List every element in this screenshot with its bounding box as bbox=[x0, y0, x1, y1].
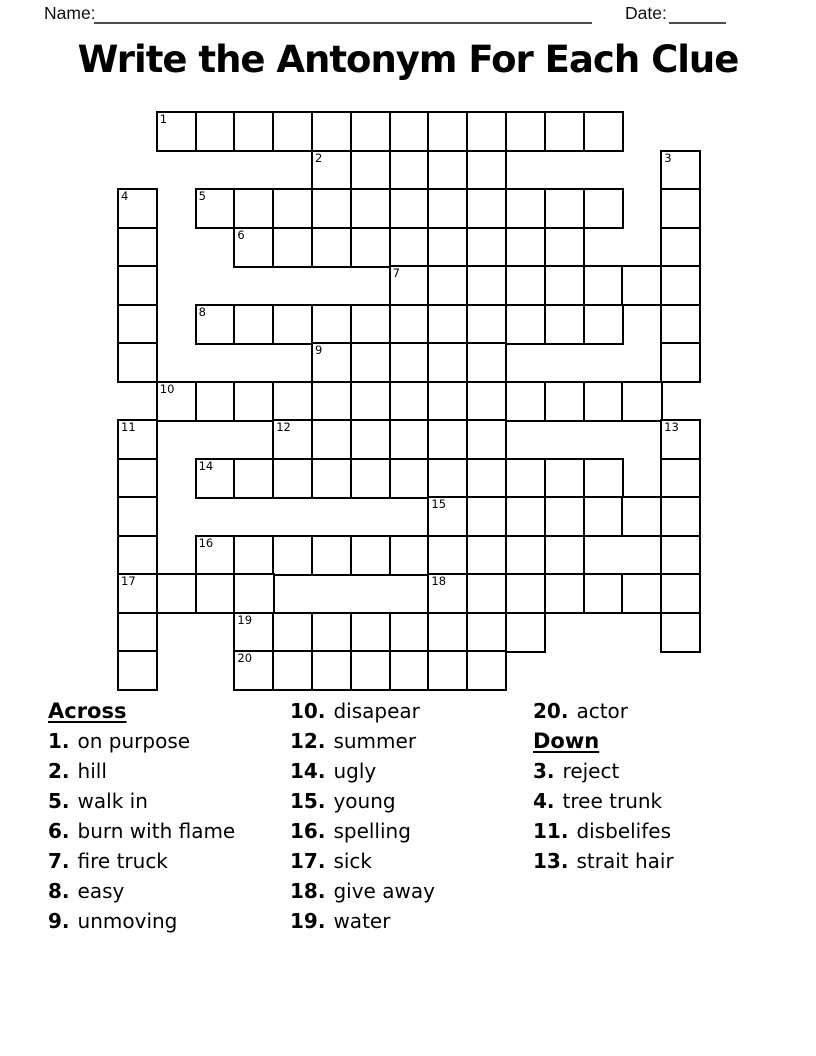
clue-item bbox=[290, 759, 435, 789]
clue-text: strait hair bbox=[576, 849, 674, 873]
grid-cell[interactable] bbox=[350, 458, 391, 499]
grid-cell[interactable] bbox=[466, 650, 507, 691]
grid-cell[interactable] bbox=[544, 265, 585, 306]
grid-cell[interactable] bbox=[350, 535, 391, 576]
cell-number: 16 bbox=[198, 535, 214, 550]
grid-cell[interactable] bbox=[117, 612, 158, 653]
grid-cell[interactable] bbox=[583, 381, 624, 422]
grid-cell[interactable] bbox=[311, 612, 352, 653]
grid-cell[interactable] bbox=[389, 381, 430, 422]
grid-cell[interactable] bbox=[544, 535, 585, 576]
grid-cell[interactable] bbox=[660, 265, 701, 306]
clue-dot: . bbox=[61, 879, 70, 903]
clue-text: easy bbox=[77, 879, 125, 903]
clue-dot: . bbox=[317, 759, 326, 783]
clue-heading-text: Across bbox=[48, 699, 127, 723]
grid-cell[interactable] bbox=[583, 304, 624, 345]
clue-number: 2 bbox=[48, 759, 62, 783]
cell-number: 1 bbox=[159, 112, 168, 126]
grid-cell[interactable] bbox=[350, 650, 391, 691]
grid-cell[interactable] bbox=[660, 535, 701, 576]
grid-cell[interactable] bbox=[466, 573, 507, 614]
clue-text: disbelifes bbox=[576, 819, 672, 843]
grid-cell[interactable] bbox=[427, 458, 468, 499]
grid-cell[interactable] bbox=[311, 650, 352, 691]
clue-number: 20 bbox=[533, 699, 561, 723]
grid-cell[interactable] bbox=[389, 650, 430, 691]
clue-dot: . bbox=[546, 759, 555, 783]
grid-cell[interactable] bbox=[427, 650, 468, 691]
clue-dot: . bbox=[61, 789, 70, 813]
grid-cell[interactable] bbox=[272, 419, 313, 460]
grid-cell[interactable] bbox=[621, 381, 662, 422]
clue-dot: . bbox=[560, 819, 569, 843]
grid-cell[interactable] bbox=[272, 381, 313, 422]
grid-cell[interactable] bbox=[544, 496, 585, 537]
clue-text: walk in bbox=[77, 789, 148, 813]
grid-cell[interactable] bbox=[233, 111, 274, 152]
grid-cell[interactable] bbox=[660, 342, 701, 383]
grid-cell[interactable] bbox=[466, 342, 507, 383]
grid-cell[interactable] bbox=[272, 111, 313, 152]
grid-cell[interactable] bbox=[389, 612, 430, 653]
grid-cell[interactable] bbox=[660, 573, 701, 614]
cell-number: 5 bbox=[198, 189, 206, 203]
grid-cell[interactable] bbox=[117, 496, 158, 537]
clue-text: actor bbox=[576, 699, 629, 723]
grid-cell[interactable] bbox=[272, 650, 313, 691]
clue-text: reject bbox=[562, 759, 620, 783]
grid-cell[interactable] bbox=[117, 419, 158, 460]
grid-cell[interactable] bbox=[117, 227, 158, 268]
grid-cell[interactable] bbox=[544, 227, 585, 268]
clue-number: 1 bbox=[48, 729, 62, 753]
cell-number: 13 bbox=[664, 420, 679, 434]
clue-number: 3 bbox=[533, 759, 547, 783]
clue-dot: . bbox=[560, 699, 569, 723]
grid-cell[interactable] bbox=[466, 111, 507, 152]
grid-cell[interactable] bbox=[427, 535, 468, 576]
clue-dot: . bbox=[61, 849, 70, 873]
grid-cell[interactable] bbox=[117, 304, 158, 345]
grid-cell[interactable] bbox=[466, 150, 507, 191]
grid-cell[interactable] bbox=[117, 650, 158, 691]
clue-item bbox=[533, 819, 674, 849]
clue-dot: . bbox=[317, 879, 326, 903]
clue-dot: . bbox=[546, 789, 555, 813]
grid-cell[interactable] bbox=[311, 342, 352, 383]
grid-cell[interactable] bbox=[350, 188, 391, 229]
grid-cell[interactable] bbox=[621, 573, 662, 614]
clue-dot: . bbox=[61, 909, 70, 933]
grid-cell[interactable] bbox=[660, 188, 701, 229]
clue-text: ugly bbox=[333, 759, 377, 783]
grid-cell[interactable] bbox=[117, 458, 158, 499]
clue-item bbox=[48, 849, 235, 879]
grid-cell[interactable] bbox=[660, 227, 701, 268]
clue-item bbox=[48, 819, 235, 849]
cell-number: 19 bbox=[237, 612, 253, 627]
grid-cell[interactable] bbox=[466, 458, 507, 499]
grid-cell[interactable] bbox=[466, 227, 507, 268]
clue-item bbox=[290, 699, 435, 729]
grid-cell[interactable] bbox=[505, 612, 546, 653]
grid-cell[interactable] bbox=[427, 612, 468, 653]
grid-cell[interactable] bbox=[117, 573, 158, 614]
clue-item bbox=[48, 789, 235, 819]
grid-cell[interactable] bbox=[233, 381, 274, 422]
cell-number: 9 bbox=[315, 343, 323, 357]
clue-dot: . bbox=[61, 759, 70, 783]
grid-cell[interactable] bbox=[427, 111, 468, 152]
grid-cell[interactable] bbox=[117, 188, 158, 229]
grid-cell[interactable] bbox=[117, 535, 158, 576]
grid-cell[interactable] bbox=[233, 304, 274, 345]
clue-number: 5 bbox=[48, 789, 62, 813]
grid-cell[interactable] bbox=[505, 304, 546, 345]
grid-cell[interactable] bbox=[427, 304, 468, 345]
clue-item bbox=[290, 879, 435, 909]
grid-cell[interactable] bbox=[311, 227, 352, 268]
grid-cell[interactable] bbox=[233, 458, 274, 499]
clue-dot: . bbox=[317, 909, 326, 933]
clue-number: 17 bbox=[290, 849, 318, 873]
grid-cell[interactable] bbox=[311, 150, 352, 191]
clue-text: burn with flame bbox=[77, 819, 236, 843]
crossword-grid bbox=[117, 111, 703, 691]
grid-cell[interactable] bbox=[389, 265, 430, 306]
grid-cell[interactable] bbox=[660, 419, 701, 460]
grid-cell[interactable] bbox=[583, 111, 624, 152]
grid-cell[interactable] bbox=[389, 419, 430, 460]
clue-number: 16 bbox=[290, 819, 318, 843]
grid-cell[interactable] bbox=[660, 496, 701, 537]
clue-text: unmoving bbox=[77, 909, 178, 933]
grid-cell[interactable] bbox=[427, 188, 468, 229]
grid-cell[interactable] bbox=[505, 573, 546, 614]
clue-text: summer bbox=[333, 729, 417, 753]
cell-number: 12 bbox=[276, 420, 291, 434]
grid-cell[interactable] bbox=[272, 535, 313, 576]
grid-cell[interactable] bbox=[427, 342, 468, 383]
grid-cell[interactable] bbox=[389, 227, 430, 268]
clue-number: 12 bbox=[290, 729, 318, 753]
clue-column bbox=[290, 699, 435, 939]
grid-cell[interactable] bbox=[505, 381, 546, 422]
grid-cell[interactable] bbox=[272, 612, 313, 653]
grid-cell[interactable] bbox=[117, 265, 158, 306]
clue-dot: . bbox=[317, 729, 326, 753]
grid-cell[interactable] bbox=[195, 381, 236, 422]
clue-item bbox=[290, 819, 435, 849]
clue-text: young bbox=[333, 789, 396, 813]
grid-cell[interactable] bbox=[156, 573, 197, 614]
grid-cell[interactable] bbox=[427, 419, 468, 460]
date-field[interactable] bbox=[669, 4, 726, 24]
grid-cell[interactable] bbox=[350, 111, 391, 152]
grid-cell[interactable] bbox=[350, 381, 391, 422]
grid-cell[interactable] bbox=[505, 265, 546, 306]
clue-item bbox=[48, 909, 235, 939]
grid-cell[interactable] bbox=[544, 111, 585, 152]
clue-text: hill bbox=[77, 759, 107, 783]
grid-cell[interactable] bbox=[311, 458, 352, 499]
cell-number: 11 bbox=[121, 420, 136, 434]
clue-number: 11 bbox=[533, 819, 561, 843]
grid-cell[interactable] bbox=[311, 188, 352, 229]
grid-cell[interactable] bbox=[350, 342, 391, 383]
grid-cell[interactable] bbox=[583, 188, 624, 229]
clue-text: give away bbox=[333, 879, 435, 903]
grid-cell[interactable] bbox=[311, 535, 352, 576]
grid-cell[interactable] bbox=[272, 458, 313, 499]
grid-cell[interactable] bbox=[350, 227, 391, 268]
grid-cell[interactable] bbox=[311, 304, 352, 345]
clue-item bbox=[533, 699, 674, 729]
grid-cell[interactable] bbox=[583, 573, 624, 614]
cell-number: 4 bbox=[121, 189, 129, 203]
clue-item bbox=[533, 789, 674, 819]
grid-cell[interactable] bbox=[544, 458, 585, 499]
grid-cell[interactable] bbox=[195, 304, 236, 345]
clue-list-heading bbox=[48, 699, 235, 729]
clue-number: 10 bbox=[290, 699, 318, 723]
cell-number: 15 bbox=[431, 497, 447, 511]
clue-number: 9 bbox=[48, 909, 62, 933]
grid-cell[interactable] bbox=[427, 265, 468, 306]
grid-cell[interactable] bbox=[156, 111, 197, 152]
clue-list-heading bbox=[533, 729, 674, 759]
grid-cell[interactable] bbox=[621, 496, 662, 537]
clue-item bbox=[290, 909, 435, 939]
grid-cell[interactable] bbox=[233, 227, 274, 268]
clue-dot: . bbox=[560, 849, 569, 873]
clue-number: 13 bbox=[533, 849, 561, 873]
grid-cell[interactable] bbox=[466, 496, 507, 537]
grid-cell[interactable] bbox=[621, 265, 662, 306]
clue-text: tree trunk bbox=[562, 789, 663, 813]
grid-cell[interactable] bbox=[195, 535, 236, 576]
cell-number: 17 bbox=[121, 574, 136, 588]
grid-cell[interactable] bbox=[117, 342, 158, 383]
grid-cell[interactable] bbox=[350, 150, 391, 191]
grid-cell[interactable] bbox=[311, 419, 352, 460]
grid-cell[interactable] bbox=[389, 111, 430, 152]
grid-cell[interactable] bbox=[350, 304, 391, 345]
cell-number: 14 bbox=[198, 458, 214, 473]
grid-cell[interactable] bbox=[427, 381, 468, 422]
grid-cell[interactable] bbox=[544, 188, 585, 229]
grid-cell[interactable] bbox=[505, 188, 546, 229]
clue-number: 15 bbox=[290, 789, 318, 813]
grid-cell[interactable] bbox=[389, 188, 430, 229]
grid-cell[interactable] bbox=[660, 458, 701, 499]
cell-number: 6 bbox=[237, 227, 245, 242]
clue-item bbox=[290, 789, 435, 819]
name-field[interactable] bbox=[94, 4, 592, 24]
clue-text: water bbox=[333, 909, 391, 933]
grid-cell[interactable] bbox=[544, 573, 585, 614]
clue-number: 14 bbox=[290, 759, 318, 783]
grid-cell[interactable] bbox=[389, 342, 430, 383]
grid-cell[interactable] bbox=[427, 150, 468, 191]
grid-cell[interactable] bbox=[195, 188, 236, 229]
cell-number: 2 bbox=[315, 150, 323, 165]
grid-cell[interactable] bbox=[544, 381, 585, 422]
date-label: Date: bbox=[625, 3, 667, 23]
grid-cell[interactable] bbox=[311, 111, 352, 152]
grid-cell[interactable] bbox=[427, 496, 468, 537]
cell-number: 7 bbox=[392, 266, 400, 280]
clue-item bbox=[290, 729, 435, 759]
grid-cell[interactable] bbox=[156, 381, 197, 422]
grid-cell[interactable] bbox=[389, 535, 430, 576]
clue-text: disapear bbox=[333, 699, 420, 723]
grid-cell[interactable] bbox=[272, 188, 313, 229]
grid-cell[interactable] bbox=[427, 573, 468, 614]
clue-number: 7 bbox=[48, 849, 62, 873]
grid-cell[interactable] bbox=[233, 650, 274, 691]
grid-cell[interactable] bbox=[311, 381, 352, 422]
grid-cell[interactable] bbox=[233, 612, 274, 653]
clue-number: 19 bbox=[290, 909, 318, 933]
grid-cell[interactable] bbox=[466, 381, 507, 422]
grid-cell[interactable] bbox=[660, 150, 701, 191]
clue-number: 18 bbox=[290, 879, 318, 903]
grid-cell[interactable] bbox=[505, 496, 546, 537]
grid-cell[interactable] bbox=[272, 227, 313, 268]
clue-item bbox=[48, 879, 235, 909]
clue-dot: . bbox=[317, 699, 326, 723]
clue-number: 4 bbox=[533, 789, 547, 813]
grid-cell[interactable] bbox=[466, 265, 507, 306]
clue-text: sick bbox=[333, 849, 373, 873]
clue-item bbox=[48, 729, 235, 759]
grid-cell[interactable] bbox=[233, 188, 274, 229]
cell-number: 20 bbox=[237, 651, 253, 665]
grid-cell[interactable] bbox=[505, 535, 546, 576]
grid-cell[interactable] bbox=[466, 304, 507, 345]
clue-text: fire truck bbox=[77, 849, 168, 873]
grid-cell[interactable] bbox=[195, 111, 236, 152]
grid-cell[interactable] bbox=[389, 304, 430, 345]
clue-item bbox=[533, 759, 674, 789]
clue-text: spelling bbox=[333, 819, 411, 843]
name-label: Name: bbox=[44, 3, 96, 23]
grid-cell[interactable] bbox=[233, 573, 274, 614]
grid-cell[interactable] bbox=[195, 458, 236, 499]
grid-cell[interactable] bbox=[272, 304, 313, 345]
grid-cell[interactable] bbox=[350, 612, 391, 653]
grid-cell[interactable] bbox=[466, 612, 507, 653]
grid-cell[interactable] bbox=[583, 458, 624, 499]
clue-item bbox=[48, 759, 235, 789]
grid-cell[interactable] bbox=[505, 111, 546, 152]
grid-cell[interactable] bbox=[660, 304, 701, 345]
clue-dot: . bbox=[317, 849, 326, 873]
clue-heading-text: Down bbox=[533, 729, 600, 753]
clue-number: 6 bbox=[48, 819, 62, 843]
grid-cell[interactable] bbox=[195, 573, 236, 614]
grid-cell[interactable] bbox=[466, 188, 507, 229]
grid-cell[interactable] bbox=[583, 496, 624, 537]
grid-cell[interactable] bbox=[505, 227, 546, 268]
clue-dot: . bbox=[61, 819, 70, 843]
cell-number: 10 bbox=[159, 381, 175, 396]
grid-cell[interactable] bbox=[389, 458, 430, 499]
grid-cell[interactable] bbox=[466, 419, 507, 460]
cell-number: 18 bbox=[431, 574, 447, 588]
grid-cell[interactable] bbox=[583, 265, 624, 306]
grid-cell[interactable] bbox=[233, 535, 274, 576]
clue-column bbox=[533, 699, 674, 879]
clue-text: on purpose bbox=[77, 729, 191, 753]
cell-number: 3 bbox=[664, 150, 672, 165]
grid-cell[interactable] bbox=[350, 419, 391, 460]
grid-cell[interactable] bbox=[660, 612, 701, 653]
clue-item bbox=[533, 849, 674, 879]
grid-cell[interactable] bbox=[466, 535, 507, 576]
clue-dot: . bbox=[317, 819, 326, 843]
grid-cell[interactable] bbox=[505, 458, 546, 499]
grid-cell[interactable] bbox=[389, 150, 430, 191]
clue-dot: . bbox=[61, 729, 70, 753]
clue-column bbox=[48, 699, 235, 939]
clue-dot: . bbox=[317, 789, 326, 813]
clue-number: 8 bbox=[48, 879, 62, 903]
cell-number: 8 bbox=[198, 304, 206, 319]
clue-item bbox=[290, 849, 435, 879]
grid-cell[interactable] bbox=[427, 227, 468, 268]
page-title: Write the Antonym For Each Clue bbox=[77, 38, 739, 81]
grid-cell[interactable] bbox=[544, 304, 585, 345]
